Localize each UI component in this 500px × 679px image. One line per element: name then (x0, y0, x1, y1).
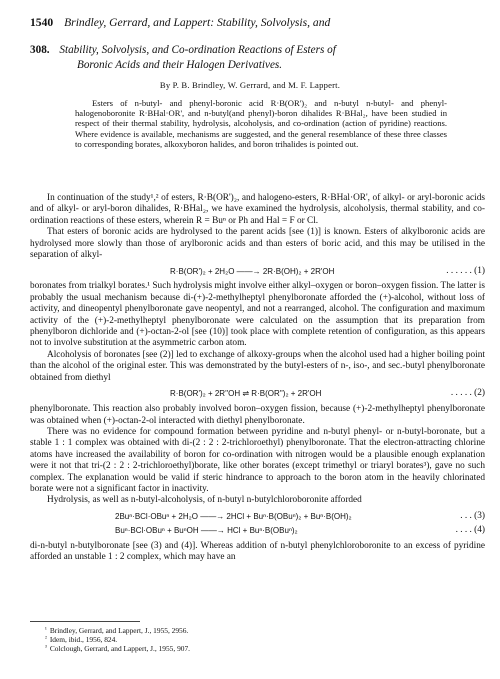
paragraph-1: In continuation of the study¹,² of esters, R·B(OR')₂, and halogeno-esters, R·BHal·OR', of alkyl- or aryl-boronic acids and of alkyl- or aryl-boron dihalides, R·BHal₂, we have examined the hydrolysis, alcoholysis, thermal stability, and co-ordination reactions of these esters, wherein R = Buⁿ or Ph and Hal = F or Cl. (30, 193, 485, 226)
equation-4-number: . . . . (4) (455, 525, 485, 536)
footnote-mark: ² (45, 636, 47, 642)
footnote-text: Colclough, Gerrard, and Lappert, J., 1955, 907. (49, 644, 190, 653)
article-body (30, 193, 485, 564)
paragraph-6: There was no evidence for compound formation between pyridine and n-butyl phenyl- or n-butyl-boronate, but a stable 1 : 1 complex was obtained with di-(2 : 2 : 2-trichloroethyl) phenylboronate. That the electron-attracting chlorine atoms have increased the availability of boron for co-ordination with nitrogen would be a plausible enough explanation were it not that tri-(2 : 2 : 2-trichloroethyl)borate, like other borates (except trimethyl or triaryl borates³), gave no such complex. The explanation would be valid if steric hindrance to approach to the boron atom in the heavily chlorinated borate were not a significant factor in inactivity. (30, 426, 485, 494)
footnote-text: Brindley, Gerrard, and Lappert, J., 1955, 2956. (49, 626, 189, 635)
equation-1-expression: R·B(OR')₂ + 2H₂O ——→ 2R·B(OH)₂ + 2R'OH (170, 266, 335, 276)
abstract-text: Esters of n-butyl- and phenyl-boronic acid R·B(OR')₂ and n-butyl n-butyl- and phenyl-halogenoboronite R·BHal·OR', and n-butyl(and phenyl)-boron dihalides R·BHal₂, have been studied in respect of their thermal stability, hydrolysis, alcoholysis, and co-ordination (action of pyridine) reactions. Where evidence is available, mechanisms are suggested, and the general resemblance of these three classes to corresponding borates, alkoxyboron halides, and boron trihalides is pointed out. (75, 98, 447, 149)
footnote (45, 626, 465, 635)
article-title (30, 43, 485, 73)
equation-2 (30, 387, 485, 401)
equation-4-expression: Buⁿ·BCl·OBuⁿ + BuⁿOH ——→ HCl + Buⁿ·B(OBuⁿ)₂ (115, 526, 298, 536)
equation-3-number: . . . (3) (460, 511, 485, 522)
article-title-line-1: Stability, Solvolysis, and Co-ordination Reactions of Esters of (59, 44, 336, 56)
equation-2-number: . . . . . (2) (450, 388, 485, 399)
equation-4 (30, 524, 485, 538)
footnote-mark: ¹ (45, 627, 47, 633)
footnotes (45, 626, 465, 653)
equation-3-expression: 2Buⁿ·BCl·OBuⁿ + 2H₂O ——→ 2HCl + Buⁿ·B(OBuⁿ)₂ + Buⁿ·B(OH)₂ (115, 512, 352, 522)
article-number: 308. (30, 44, 50, 56)
equation-1-number: . . . . . . (1) (446, 265, 485, 276)
running-title: Brindley, Gerrard, and Lappert: Stability, Solvolysis, and (64, 16, 331, 29)
footnote-divider (30, 621, 140, 622)
equation-2-expression: R·B(OR')₂ + 2R''OH ⇌ R·B(OR'')₂ + 2R'OH (170, 389, 322, 399)
abstract (75, 98, 447, 149)
paragraph-3: boronates from trialkyl borates.¹ Such hydrolysis might involve either alkyl–oxygen or boron–oxygen fission. The latter is probably the usual mechanism because di-(+)-2-methylheptyl phenylboronate afforded the (+)-alcohol, without loss of activity, and dineopentyl phenylboronate gave neopentyl, and not a rearranged, alcohol. The configuration and maximum activity of the (+)-2-methylheptyl phenylboronate were calculated on the assumption that its preparation from phenylboron dichloride and (+)-octan-2-ol [see (10)] took place with complete retention of configuration, as this appears not to involve substitution at the asymmetric carbon atom. (30, 281, 485, 349)
article-title-line-2: Boronic Acids and their Halogen Derivatives. (77, 59, 283, 71)
running-head (30, 16, 480, 29)
authors: By P. B. Brindley, W. Gerrard, and M. F. Lappert. (159, 80, 341, 90)
equation-3 (30, 510, 485, 524)
equation-1 (30, 264, 485, 278)
paragraph-2: That esters of boronic acids are hydrolysed to the parent acids [see (1)] is known. Esters of alkylboronic acids are hydrolysed more slowly than those of arylboronic acids and than esters of boric acid, and this may be utilised in the separation of alkyl- (30, 227, 485, 261)
footnote-mark: ³ (45, 645, 47, 651)
paragraph-7: Hydrolysis, as well as n-butyl-alcoholysis, of n-butyl n-butylchloroboronite afforded (47, 495, 362, 506)
paragraph-8: di-n-butyl n-butylboronate [see (3) and (4)]. Whereas addition of n-butyl phenylchloroboronite to an excess of pyridine afforded an unstable 1 : 2 complex, which may have an (30, 540, 485, 563)
paragraph-4: Alcoholysis of boronates [see (2)] led to exchange of alkoxy-groups when the alcohol used had a higher boiling point than the alcohol of the original ester. This was demonstrated by the butyl-esters of n-, iso-, and sec.-butyl phenylboronate obtained from diethyl (30, 349, 485, 383)
footnote (45, 635, 465, 644)
paragraph-5: phenylboronate. This reaction also probably involved boron–oxygen fission, because (+)-2-methylheptyl phenylboronate was obtained when (+)-octan-2-ol interacted with diethyl phenylboronate. (30, 404, 485, 426)
page-number: 1540 (30, 16, 54, 29)
footnote-text: Idem, ibid., 1956, 824. (49, 635, 118, 644)
footnote (45, 644, 465, 653)
